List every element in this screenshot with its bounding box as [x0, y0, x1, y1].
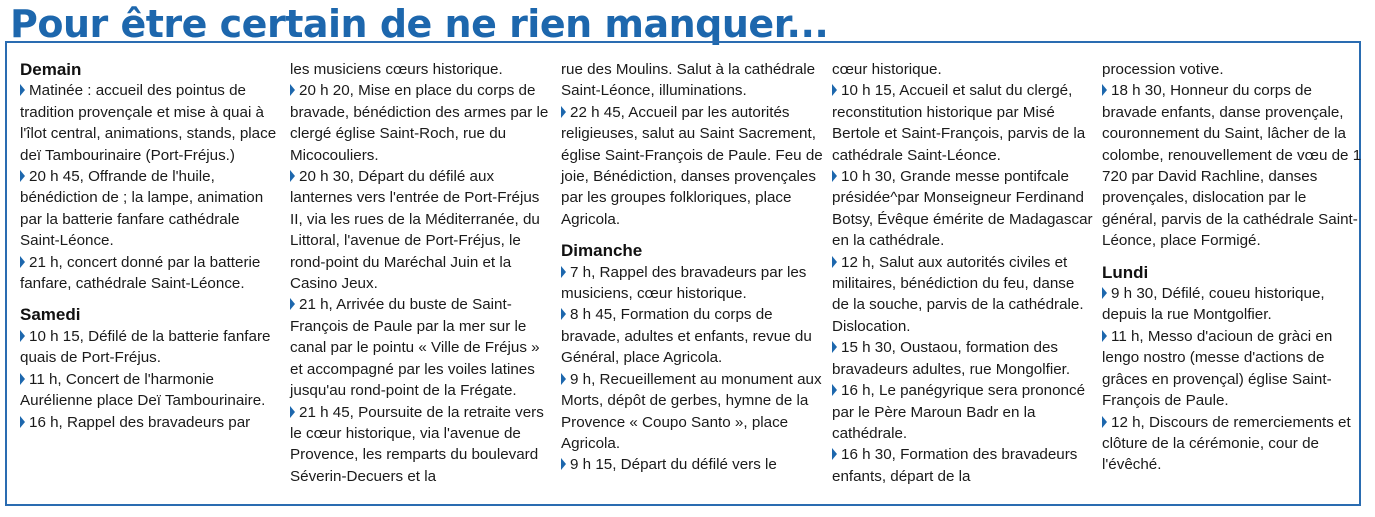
- schedule-item: [561, 369, 823, 455]
- triangle-bullet-icon: [561, 266, 566, 278]
- triangle-bullet-icon: [20, 256, 25, 268]
- schedule-item: [561, 304, 823, 368]
- schedule-item: [290, 80, 552, 166]
- day-heading: Samedi: [20, 305, 81, 325]
- schedule-item-text: 21 h, concert donné par la batterie fanfare, cathédrale Saint-Léonce.: [20, 253, 261, 293]
- triangle-bullet-icon: [290, 406, 295, 418]
- schedule-item: [832, 252, 1094, 338]
- triangle-bullet-icon: [20, 416, 25, 428]
- schedule-column-3: [561, 59, 823, 476]
- triangle-bullet-icon: [832, 170, 837, 182]
- schedule-item-text: 22 h 45, Accueil par les autorités religieuses, salut au Saint Sacrement, église Saint-François de Paule. Feu de joie, Bénédiction, danses provençales par les groupes folkloriques, place Agricola.: [561, 103, 823, 228]
- schedule-item: [290, 294, 552, 401]
- schedule-column-2: [290, 59, 552, 487]
- schedule-item-text: 21 h 45, Poursuite de la retraite vers le cœur historique, via l'avenue de Provence, les remparts du boulevard Séverin-Decuers et la: [290, 403, 544, 485]
- schedule-column-5: [1102, 59, 1364, 476]
- schedule-item-text: cœur historique.: [832, 61, 942, 78]
- schedule-item-text: 10 h 30, Grande messe pontifcale présidée^par Monseigneur Ferdinand Botsy, Évêque émérite de Madagascar en la cathédrale.: [832, 168, 1093, 250]
- triangle-bullet-icon: [561, 308, 566, 320]
- day-heading: Lundi: [1102, 262, 1149, 282]
- schedule-item: [290, 402, 552, 488]
- triangle-bullet-icon: [20, 170, 25, 182]
- schedule-item: [20, 412, 282, 433]
- schedule-item: [832, 380, 1094, 444]
- schedule-item-text: 20 h 20, Mise en place du corps de bravade, bénédiction des armes par le clergé église Saint-Roch, rue du Micocouliers.: [290, 82, 549, 164]
- schedule-item-text: 20 h 30, Départ du défilé aux lanternes vers l'entrée de Port-Fréjus II, via les rues de la Méditerranée, du Littoral, l'avenue de Port-Fréjus, le rond-point du Maréchal Juin et la Casino Jeux.: [290, 168, 540, 293]
- page-title: Pour être certain de ne rien manquer...: [10, 2, 829, 46]
- triangle-bullet-icon: [1102, 287, 1107, 299]
- triangle-bullet-icon: [290, 84, 295, 96]
- schedule-item-text: rue des Moulins. Salut à la cathédrale Saint-Léonce, illuminations.: [561, 61, 816, 100]
- schedule-item: [1102, 80, 1364, 251]
- triangle-bullet-icon: [1102, 330, 1107, 342]
- schedule-item: [20, 166, 282, 252]
- schedule-item: [290, 166, 552, 294]
- schedule-item: [832, 337, 1094, 380]
- schedule-item-text: 11 h, Messo d'acioun de gràci en lengo nostro (messe d'actions de grâces en provençal) église Saint-François de Paule.: [1102, 327, 1333, 410]
- schedule-item-text: 10 h 15, Défilé de la batterie fanfare quais de Port-Fréjus.: [20, 327, 271, 367]
- schedule-item-continued: [290, 59, 552, 80]
- schedule-item: [20, 80, 282, 166]
- schedule-item-text: procession votive.: [1102, 61, 1224, 78]
- schedule-item-text: 16 h, Rappel des bravadeurs par: [29, 413, 251, 431]
- triangle-bullet-icon: [832, 341, 837, 353]
- schedule-item-text: 15 h 30, Oustaou, formation des bravadeurs adultes, rue Mongolfier.: [832, 339, 1071, 378]
- schedule-column-4: [832, 59, 1094, 487]
- schedule-item-text: 9 h, Recueillement au monument aux Morts, dépôt de gerbes, hymne de la Provence « Coupo Santo », place Agricola.: [561, 370, 822, 452]
- schedule-item-text: les musiciens cœurs historique.: [290, 61, 503, 78]
- schedule-item-text: 18 h 30, Honneur du corps de bravade enfants, danse provençale, couronnement du Saint, lâcher de la colombe, renouvellement de vœu de 1 720 par David Rachline, danses provençales, dislocation par le général, parvis de la cathédrale Saint-Léonce, place Formigé.: [1102, 82, 1362, 250]
- schedule-item: [1102, 326, 1364, 412]
- day-heading: Dimanche: [561, 241, 643, 261]
- schedule-item-text: 9 h 30, Défilé, coueu historique, depuis la rue Montgolfier.: [1102, 285, 1325, 324]
- schedule-item-continued: [832, 59, 1094, 80]
- schedule-item-text: 11 h, Concert de l'harmonie Aurélienne place Deï Tambourinaire.: [20, 370, 266, 410]
- schedule-item-text: 9 h 15, Départ du défilé vers le: [570, 456, 777, 474]
- schedule-item-text: 20 h 45, Offrande de l'huile, bénédiction de ; la lampe, animation par la batterie fanfare cathédrale Saint-Léonce.: [20, 168, 264, 250]
- schedule-item-continued: [561, 59, 823, 102]
- schedule-item: [832, 80, 1094, 166]
- triangle-bullet-icon: [20, 330, 25, 342]
- triangle-bullet-icon: [832, 448, 837, 460]
- schedule-item-text: 16 h, Le panégyrique sera prononcé par le Père Maroun Badr en la cathédrale.: [832, 382, 1086, 442]
- triangle-bullet-icon: [832, 384, 837, 396]
- schedule-item: [20, 369, 282, 412]
- day-heading: Demain: [20, 60, 82, 79]
- schedule-box: [5, 41, 1361, 506]
- schedule-item: [20, 326, 282, 369]
- schedule-item-text: Matinée : accueil des pointus de tradition provençale et mise à quai à l'îlot central, animations, stands, place deï Tambourinaire (Port-Fréjus.): [20, 82, 277, 164]
- triangle-bullet-icon: [561, 458, 566, 470]
- schedule-item-text: 8 h 45, Formation du corps de bravade, adultes et enfants, revue du Général, place Agricola.: [561, 306, 812, 367]
- schedule-item: [561, 102, 823, 230]
- schedule-item: [832, 166, 1094, 252]
- schedule-item: [1102, 283, 1364, 326]
- triangle-bullet-icon: [20, 84, 25, 96]
- triangle-bullet-icon: [1102, 416, 1107, 428]
- schedule-item: [561, 454, 823, 475]
- schedule-item-continued: [1102, 59, 1364, 80]
- schedule-item: [832, 444, 1094, 487]
- schedule-item-text: 16 h 30, Formation des bravadeurs enfants, départ de la: [832, 446, 1078, 485]
- schedule-item-text: 12 h, Discours de remerciements et clôture de la cérémonie, cour de l'évêché.: [1102, 413, 1351, 474]
- schedule-column-1: [20, 59, 282, 433]
- schedule-item: [561, 262, 823, 305]
- schedule-item-text: 21 h, Arrivée du buste de Saint-François de Paule par la mer sur le canal par le pointu « Ville de Fréjus » et accompagné par les voiles latines jusqu'au rond-point de la Frégate.: [290, 296, 540, 400]
- schedule-item-text: 10 h 15, Accueil et salut du clergé, reconstitution historique par Misé Bertole et Saint-François, parvis de la cathédrale Saint-Léonce.: [832, 82, 1086, 164]
- triangle-bullet-icon: [561, 106, 566, 118]
- triangle-bullet-icon: [1102, 84, 1107, 96]
- triangle-bullet-icon: [832, 256, 837, 268]
- triangle-bullet-icon: [290, 170, 295, 182]
- schedule-item: [1102, 412, 1364, 476]
- schedule-item: [20, 252, 282, 295]
- schedule-item-text: 12 h, Salut aux autorités civiles et militaires, bénédiction du feu, danse de la souche, parvis de la cathédrale. Dislocation.: [832, 253, 1084, 335]
- triangle-bullet-icon: [20, 373, 25, 385]
- triangle-bullet-icon: [290, 298, 295, 310]
- schedule-item-text: 7 h, Rappel des bravadeurs par les musiciens, cœur historique.: [561, 263, 807, 303]
- triangle-bullet-icon: [832, 84, 837, 96]
- triangle-bullet-icon: [561, 373, 566, 385]
